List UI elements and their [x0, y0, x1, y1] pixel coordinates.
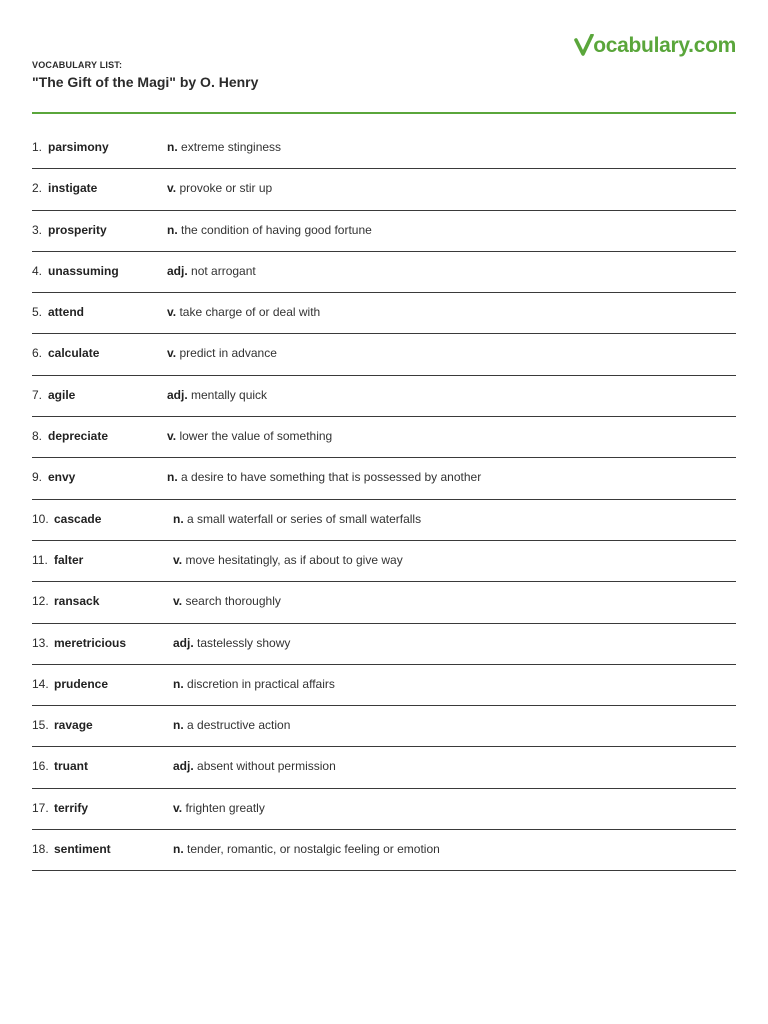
item-number: 12. [32, 594, 49, 609]
definition-text: the condition of having good fortune [181, 222, 372, 237]
vocab-word[interactable]: envy [48, 470, 76, 485]
part-of-speech: adj. [173, 759, 194, 774]
definition-text: discretion in practical affairs [187, 676, 335, 691]
vocab-word[interactable]: calculate [48, 346, 100, 361]
item-number: 2. [32, 181, 43, 196]
definition-text: move hesitatingly, as if about to give way [185, 552, 403, 567]
definition-text: not arrogant [191, 263, 256, 278]
definition-text: take charge of or deal with [179, 305, 321, 320]
part-of-speech: n. [173, 718, 184, 733]
list-item [32, 665, 736, 706]
definition [167, 346, 277, 360]
definition [173, 842, 440, 856]
definition-text: lower the value of something [179, 429, 333, 444]
list-item [32, 252, 736, 293]
header-divider [32, 112, 736, 114]
list-item [32, 789, 736, 830]
item-number: 1. [32, 140, 43, 154]
definition [173, 718, 290, 732]
part-of-speech: n. [173, 511, 184, 526]
definition [173, 759, 336, 773]
vocab-word[interactable]: prudence [54, 676, 109, 691]
vocab-word[interactable]: meretricious [54, 635, 127, 650]
list-item [32, 169, 736, 210]
vocab-word[interactable]: instigate [48, 181, 98, 196]
part-of-speech: v. [167, 429, 177, 444]
definition [173, 512, 421, 526]
vocab-word[interactable]: attend [48, 305, 84, 320]
part-of-speech: v. [167, 305, 177, 320]
list-item [32, 706, 736, 747]
vocab-word[interactable]: sentiment [54, 842, 111, 857]
list-item [32, 541, 736, 582]
list-item [32, 747, 736, 788]
definition-text: search thoroughly [185, 594, 281, 609]
list-item [32, 830, 736, 871]
checkmark-v-icon [574, 34, 594, 58]
item-number: 6. [32, 346, 43, 361]
item-number: 8. [32, 429, 43, 444]
item-number: 11. [32, 552, 48, 567]
item-number: 7. [32, 387, 43, 402]
page-header [32, 30, 736, 116]
definition [167, 264, 256, 278]
logo-text: ocabulary.com [593, 34, 736, 57]
definition-text: predict in advance [179, 346, 277, 361]
part-of-speech: adj. [173, 635, 194, 650]
definition [167, 470, 481, 484]
part-of-speech: n. [167, 470, 178, 485]
item-number: 3. [32, 222, 43, 237]
definition-text: tender, romantic, or nostalgic feeling or emotion [187, 842, 440, 857]
definition [167, 181, 272, 195]
list-item [32, 128, 736, 169]
item-number: 9. [32, 470, 43, 485]
part-of-speech: v. [173, 552, 183, 567]
definition-text: extreme stinginess [181, 140, 282, 154]
item-number: 18. [32, 842, 49, 857]
part-of-speech: v. [173, 594, 183, 609]
part-of-speech: adj. [167, 387, 188, 402]
definition-text: a destructive action [187, 718, 291, 733]
part-of-speech: n. [173, 676, 184, 691]
definition [167, 223, 372, 237]
definition [173, 801, 265, 815]
list-item [32, 334, 736, 375]
definition [173, 553, 403, 567]
definition-text: frighten greatly [185, 800, 265, 815]
vocab-word[interactable]: prosperity [48, 222, 107, 237]
part-of-speech: v. [167, 346, 177, 361]
list-item [32, 458, 736, 499]
page-title: "The Gift of the Magi" by O. Henry [32, 74, 259, 90]
definition [167, 429, 332, 443]
vocab-word[interactable]: cascade [54, 511, 102, 526]
item-number: 13. [32, 635, 49, 650]
list-item [32, 624, 736, 665]
part-of-speech: adj. [167, 263, 188, 278]
vocab-word[interactable]: agile [48, 387, 76, 402]
definition [173, 594, 281, 608]
vocab-word[interactable]: depreciate [48, 429, 109, 444]
item-number: 15. [32, 718, 49, 733]
part-of-speech: v. [173, 800, 183, 815]
list-item [32, 211, 736, 252]
definition [173, 636, 290, 650]
vocab-word[interactable]: parsimony [48, 140, 109, 154]
vocab-word[interactable]: terrify [54, 800, 89, 815]
definition [167, 140, 281, 154]
list-item [32, 582, 736, 623]
list-item [32, 417, 736, 458]
vocabulary-logo[interactable] [574, 30, 736, 62]
definition-text: tastelessly showy [197, 635, 291, 650]
item-number: 5. [32, 305, 43, 320]
vocabulary-list [32, 128, 736, 871]
part-of-speech: n. [167, 222, 178, 237]
vocab-word[interactable]: ravage [54, 718, 93, 733]
definition [173, 677, 335, 691]
list-item [32, 376, 736, 417]
part-of-speech: n. [173, 842, 184, 857]
list-item [32, 500, 736, 541]
definition-text: mentally quick [191, 387, 268, 402]
item-number: 17. [32, 800, 49, 815]
definition [167, 388, 267, 402]
definition [167, 305, 320, 319]
vocab-word[interactable]: falter [54, 552, 84, 567]
item-number: 14. [32, 676, 49, 691]
definition-text: a desire to have something that is possessed by another [181, 470, 482, 485]
vocab-word[interactable]: truant [54, 759, 88, 774]
item-number: 10. [32, 511, 49, 526]
item-number: 4. [32, 263, 43, 278]
vocab-word[interactable]: ransack [54, 594, 100, 609]
definition-text: absent without permission [197, 759, 336, 774]
item-number: 16. [32, 759, 49, 774]
list-label: VOCABULARY LIST: [32, 60, 123, 70]
vocab-word[interactable]: unassuming [48, 263, 119, 278]
definition-text: provoke or stir up [179, 181, 273, 196]
part-of-speech: n. [167, 140, 178, 154]
definition-text: a small waterfall or series of small waterfalls [187, 511, 422, 526]
part-of-speech: v. [167, 181, 177, 196]
list-item [32, 293, 736, 334]
